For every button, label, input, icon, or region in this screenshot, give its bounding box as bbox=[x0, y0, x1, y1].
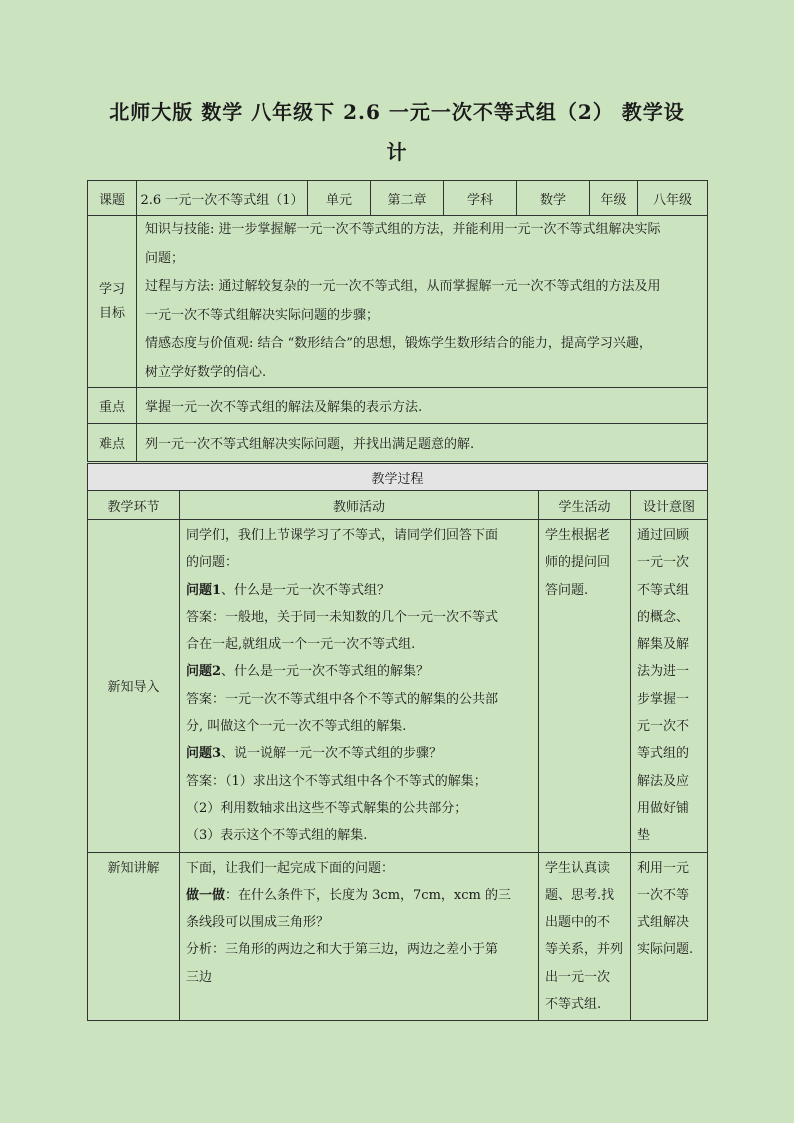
student-activity bbox=[539, 520, 631, 853]
design-intent bbox=[631, 852, 708, 1021]
objective-line: 过程与方法: 通过解较复杂的一元一次不等式组，从而掌握解一元一次不等式组的方法及用 bbox=[145, 279, 661, 294]
process-title-row bbox=[88, 464, 708, 491]
student-line: 题、思考.找 bbox=[545, 887, 615, 903]
info-row bbox=[88, 181, 708, 216]
intent-line: 等式组的 bbox=[637, 746, 690, 762]
subject-label: 学科 bbox=[444, 181, 517, 216]
topic-label: 课题 bbox=[88, 181, 137, 216]
header-student: 学生活动 bbox=[539, 491, 631, 520]
header-intent: 设计意图 bbox=[631, 491, 708, 520]
key-point-label: 重点 bbox=[88, 388, 137, 424]
teacher-line: （2）利用数轴求出这些不等式解集的公共部分； bbox=[186, 800, 468, 816]
teacher-line: 分析：三角形的两边之和大于第三边，两边之差小于第 bbox=[186, 942, 499, 958]
objective-line: 知识与技能: 进一步掌握解一元一次不等式组的方法，并能利用一元一次不等式组解决实际 bbox=[145, 222, 661, 237]
teacher-line: （3）表示这个不等式组的解集. bbox=[186, 828, 368, 844]
teacher-line: 问题1、什么是一元一次不等式组？ bbox=[186, 582, 391, 598]
objectives-label-line: 目标 bbox=[98, 305, 125, 321]
design-intent bbox=[631, 520, 708, 853]
header-teacher: 教师活动 bbox=[180, 491, 539, 520]
intent-line: 解法及应 bbox=[637, 773, 690, 789]
teacher-line: 条线段可以围成三角形？ bbox=[186, 915, 330, 931]
key-point-row bbox=[88, 388, 708, 424]
lesson-info-table bbox=[87, 180, 708, 462]
difficulty-row bbox=[88, 424, 708, 462]
intent-line: 的概念、 bbox=[637, 609, 690, 625]
document-title bbox=[100, 92, 694, 172]
teacher-line: 答案：一元一次不等式组中各个不等式的解集的公共部 bbox=[186, 691, 499, 707]
student-line: 出题中的不 bbox=[545, 915, 611, 931]
teacher-line: 同学们，我们上节课学习了不等式，请同学们回答下面 bbox=[186, 528, 499, 543]
intent-line: 一次不等 bbox=[637, 887, 690, 903]
intent-line: 通过回顾 bbox=[637, 528, 690, 543]
student-line: 师的提问回 bbox=[545, 555, 611, 571]
process-title: 教学过程 bbox=[88, 464, 708, 491]
objectives-content bbox=[137, 216, 708, 388]
intent-line: 法为进一 bbox=[637, 664, 690, 680]
student-line: 出一元一次 bbox=[545, 969, 611, 985]
teacher-line: 做一做：在什么条件下，长度为 3cm，7cm，xcm 的三 bbox=[186, 887, 511, 903]
grade-label: 年级 bbox=[590, 181, 638, 216]
teacher-line: 问题2、什么是一元一次不等式组的解集？ bbox=[186, 664, 430, 680]
stage-cell: 新知讲解 bbox=[88, 852, 180, 1021]
intent-line: 利用一元 bbox=[637, 860, 690, 876]
process-row-intro bbox=[88, 520, 708, 853]
teaching-process-table bbox=[87, 463, 708, 1021]
title-line-2: 计 bbox=[386, 140, 408, 164]
teacher-line: 合在一起,就组成一个一元一次不等式组. bbox=[186, 637, 416, 653]
objectives-row bbox=[88, 216, 708, 388]
teacher-line: 的问题： bbox=[186, 555, 239, 571]
teacher-line: 答案：一般地，关于同一未知数的几个一元一次不等式 bbox=[186, 609, 499, 625]
student-line: 不等式组. bbox=[545, 997, 602, 1013]
student-activity bbox=[539, 852, 631, 1021]
teacher-line: 问题3、说一说解一元一次不等式组的步骤？ bbox=[186, 746, 443, 762]
objectives-label bbox=[88, 216, 137, 388]
teacher-activity bbox=[180, 520, 539, 853]
key-point-text: 掌握一元一次不等式组的解法及解集的表示方法. bbox=[137, 388, 708, 424]
teacher-line: 下面，让我们一起完成下面的问题： bbox=[186, 860, 395, 876]
student-line: 学生根据老 bbox=[545, 528, 611, 543]
process-header-row bbox=[88, 491, 708, 520]
difficulty-text: 列一元一次不等式组解决实际问题，并找出满足题意的解. bbox=[137, 424, 708, 462]
objective-line: 一元一次不等式组解决实际问题的步骤； bbox=[145, 307, 380, 323]
subject-value: 数学 bbox=[517, 181, 590, 216]
teacher-line: 三边 bbox=[186, 969, 213, 985]
intent-line: 垫 bbox=[637, 828, 651, 844]
intent-line: 不等式组 bbox=[637, 582, 690, 598]
intent-line: 步掌握一 bbox=[637, 691, 690, 707]
unit-label: 单元 bbox=[308, 181, 371, 216]
intent-line: 元一次不 bbox=[637, 719, 690, 735]
intent-line: 实际问题. bbox=[637, 942, 694, 958]
student-line: 学生认真读 bbox=[545, 860, 611, 876]
objective-line: 问题； bbox=[145, 250, 185, 266]
teacher-activity bbox=[180, 852, 539, 1021]
student-line: 答问题. bbox=[545, 582, 589, 598]
teacher-line: 答案：（1）求出这个不等式组中各个不等式的解集； bbox=[186, 773, 487, 789]
stage-cell: 新知导入 bbox=[88, 520, 180, 853]
title-line-1: 北师大版 数学 八年级下 2.6 一元一次不等式组（2） 教学设 bbox=[109, 100, 685, 124]
topic-value: 2.6 一元一次不等式组（1） bbox=[137, 181, 308, 216]
intent-line: 式组解决 bbox=[637, 915, 690, 931]
student-line: 等关系，并列 bbox=[545, 942, 624, 958]
objective-line: 情感态度与价值观: 结合 “数形结合”的思想，锻炼学生数形结合的能力，提高学习兴趣， bbox=[145, 336, 652, 351]
intent-line: 用做好铺 bbox=[637, 800, 690, 816]
intent-line: 一元一次 bbox=[637, 555, 690, 571]
intent-line: 解集及解 bbox=[637, 637, 690, 653]
difficulty-label: 难点 bbox=[88, 424, 137, 462]
grade-value: 八年级 bbox=[638, 181, 708, 216]
header-stage: 教学环节 bbox=[88, 491, 180, 520]
objectives-label-line: 学习 bbox=[98, 281, 125, 297]
process-row-explain bbox=[88, 852, 708, 1021]
objective-line: 树立学好数学的信心. bbox=[145, 364, 267, 380]
unit-value: 第二章 bbox=[371, 181, 444, 216]
teacher-line: 分, 叫做这个一元一次不等式组的解集. bbox=[186, 719, 407, 735]
